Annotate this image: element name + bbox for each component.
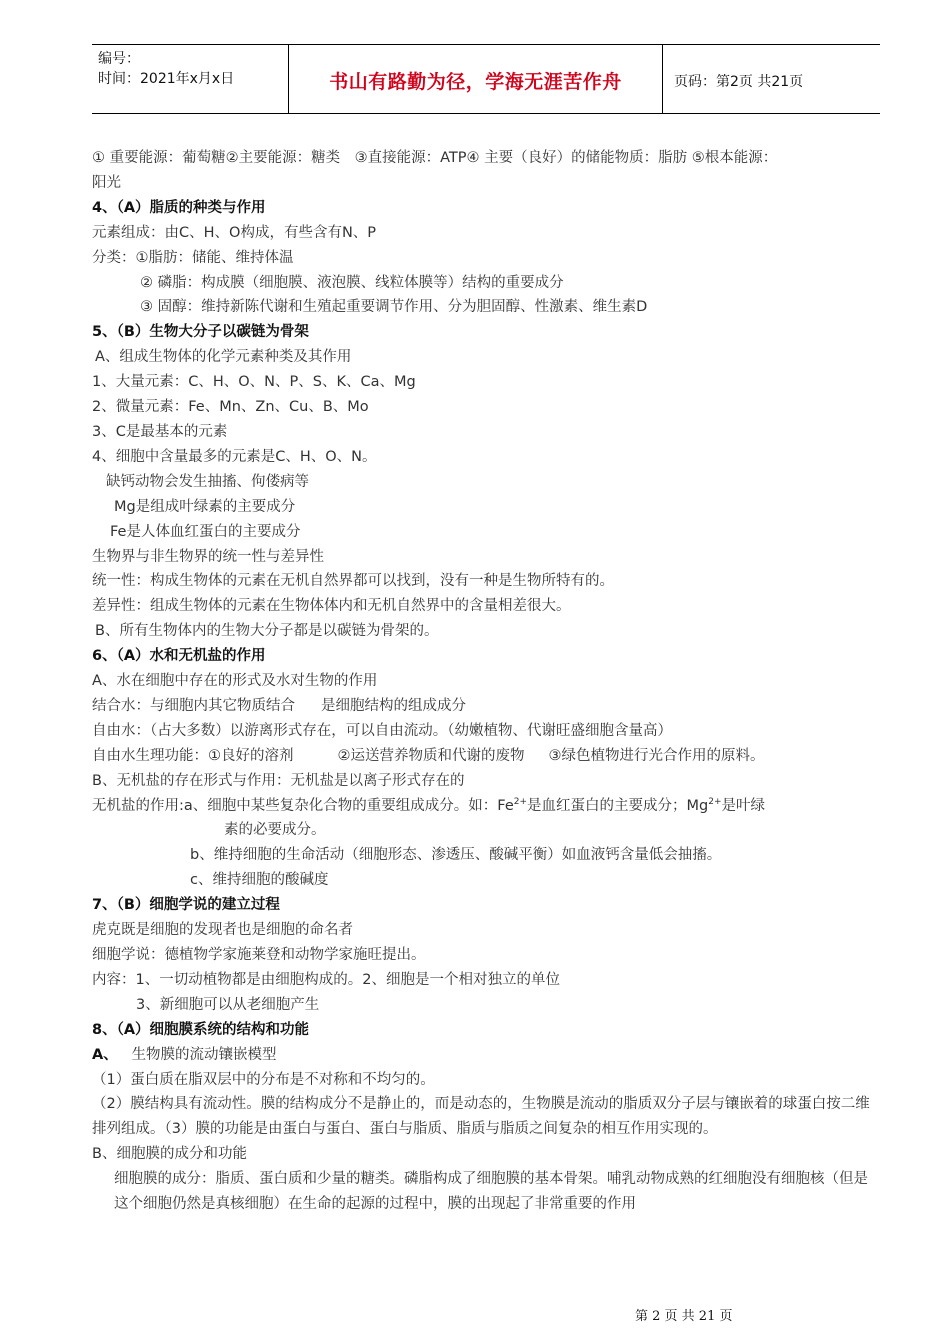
- paragraph: 2、微量元素：Fe、Mn、Zn、Cu、B、Mo: [92, 399, 369, 416]
- paragraph: [92, 1043, 882, 1068]
- text-span: 自由水生理功能：①良好的溶剂: [92, 747, 294, 764]
- paragraph: ③ 固醇：维持新陈代谢和生殖起重要调节作用、分为胆固醇、性激素、维生素D: [140, 299, 648, 316]
- section-5-title: 5、（B）生物大分子以碳链为骨架: [92, 324, 309, 341]
- paragraph: 4、细胞中含量最多的元素是C、H、O、N。: [92, 448, 377, 465]
- text-span: A、: [92, 1046, 118, 1063]
- section-6-title: 6、（A）水和无机盐的作用: [92, 648, 266, 665]
- section-7-title: 7、（B）细胞学说的建立过程: [92, 897, 280, 914]
- text-span: 是叶绿: [721, 797, 766, 814]
- paragraph: [92, 744, 882, 769]
- paragraph: 生物界与非生物界的统一性与差异性: [92, 548, 324, 565]
- paragraph: 元素组成：由C、H、O构成，有些含有N、P: [92, 224, 377, 241]
- time-label: 时间：2021年x月x日: [98, 71, 235, 87]
- paragraph: 内容：1、一切动植物都是由细胞构成的。2、细胞是一个相对独立的单位: [92, 971, 560, 988]
- paragraph: B、所有生物体内的生物大分子都是以碳链为骨架的。: [95, 623, 439, 640]
- paragraph: 自由水：（占大多数）以游离形式存在，可以自由流动。（幼嫩植物、代谢旺盛细胞含量高）: [92, 722, 672, 739]
- header-page-info: 页码：第2页 共21页: [674, 74, 804, 90]
- section-4-title: 4、（A）脂质的种类与作用: [92, 199, 266, 216]
- paragraph: 1、大量元素：C、H、O、N、P、S、K、Ca、Mg: [92, 374, 416, 391]
- paragraph: Fe是人体血红蛋白的主要成分: [110, 523, 301, 540]
- paragraph: 虎克既是细胞的发现者也是细胞的命名者: [92, 922, 353, 939]
- paragraph: 细胞学说：德植物学家施莱登和动物学家施旺提出。: [92, 947, 426, 963]
- header-meta: [98, 49, 234, 89]
- paragraph: A、组成生物体的化学元素种类及其作用: [95, 349, 352, 366]
- text-span: 是细胞结构的组成成分: [321, 697, 466, 714]
- text-span: 无机盐的作用:a、细胞中某些复杂化合物的重要组成成分。如：Fe: [92, 797, 514, 814]
- number-label: 编号：: [98, 51, 140, 67]
- text-span: 是血红蛋白的主要成分；Mg: [527, 797, 709, 814]
- paragraph: A、水在细胞中存在的形式及水对生物的作用: [92, 673, 378, 690]
- paragraph: B、无机盐的存在形式与作用：无机盐是以离子形式存在的: [92, 772, 465, 789]
- header-divider: [662, 45, 663, 113]
- paragraph: ② 磷脂：构成膜（细胞膜、液泡膜、线粒体膜等）结构的重要成分: [140, 274, 564, 291]
- superscript: 2+: [513, 796, 528, 807]
- paragraph: 细胞膜的成分：脂质、蛋白质和少量的糖类。磷脂构成了细胞膜的基本骨架。哺乳动物成熟的红细胞没有细胞核（但是这个细胞仍然是真核细胞）在生命的起源的过程中，膜的出现起了非常重要的作用: [114, 1171, 868, 1213]
- text-span: ③绿色植物进行光合作用的原料。: [548, 747, 765, 764]
- paragraph: （2）膜结构具有流动性。膜的结构成分不是静止的，而是动态的，生物膜是流动的脂质双分子层与镶嵌着的球蛋白按二维排列组成。（3）膜的功能是由蛋白与蛋白、蛋白与脂质、脂质与脂质之间复杂的相互作用实现的。: [92, 1096, 870, 1138]
- text-span: 生物膜的流动镶嵌模型: [131, 1046, 277, 1063]
- page-header: [92, 44, 880, 114]
- paragraph: 分类：①脂肪：储能、维持体温: [92, 249, 294, 266]
- document-body: [92, 146, 882, 1217]
- paragraph: Mg是组成叶绿素的主要成分: [114, 498, 296, 515]
- energy-line: 阳光: [92, 174, 121, 191]
- paragraph: [92, 694, 882, 719]
- paragraph: 统一性：构成生物体的元素在无机自然界都可以找到，没有一种是生物所特有的。: [92, 573, 614, 590]
- superscript: 2+: [708, 796, 722, 807]
- section-8-title: 8、（A）细胞膜系统的结构和功能: [92, 1021, 310, 1038]
- paragraph: c、维持细胞的酸碱度: [190, 872, 329, 889]
- paragraph: 缺钙动物会发生抽搐、佝偻病等: [106, 473, 309, 490]
- paragraph: b、维持细胞的生命活动（细胞形态、渗透压、酸碱平衡）如血液钙含量低会抽搐。: [190, 847, 722, 864]
- paragraph: B、细胞膜的成分和功能: [92, 1146, 247, 1163]
- paragraph: 差异性：组成生物体的元素在生物体体内和无机自然界中的含量相差很大。: [92, 598, 571, 615]
- paragraph: 素的必要成分。: [224, 822, 326, 839]
- text-span: ②运送营养物质和代谢的废物: [337, 747, 525, 764]
- paragraph: 3、新细胞可以从老细胞产生: [136, 996, 320, 1013]
- paragraph: （1）蛋白质在脂双层中的分布是不对称和不均匀的。: [92, 1071, 435, 1088]
- paragraph: 3、C是最基本的元素: [92, 423, 228, 440]
- header-motto: 书山有路勤为径，学海无涯苦作舟: [329, 71, 622, 93]
- text-span: 结合水：与细胞内其它物质结合: [92, 697, 295, 714]
- paragraph: [92, 794, 882, 819]
- page-footer: 第 2 页 共 21 页: [635, 1309, 733, 1324]
- energy-line: ① 重要能源：葡萄糖②主要能源：糖类 ③直接能源：ATP④ 主要（良好）的储能物质：脂肪 ⑤根本能源：: [92, 150, 778, 166]
